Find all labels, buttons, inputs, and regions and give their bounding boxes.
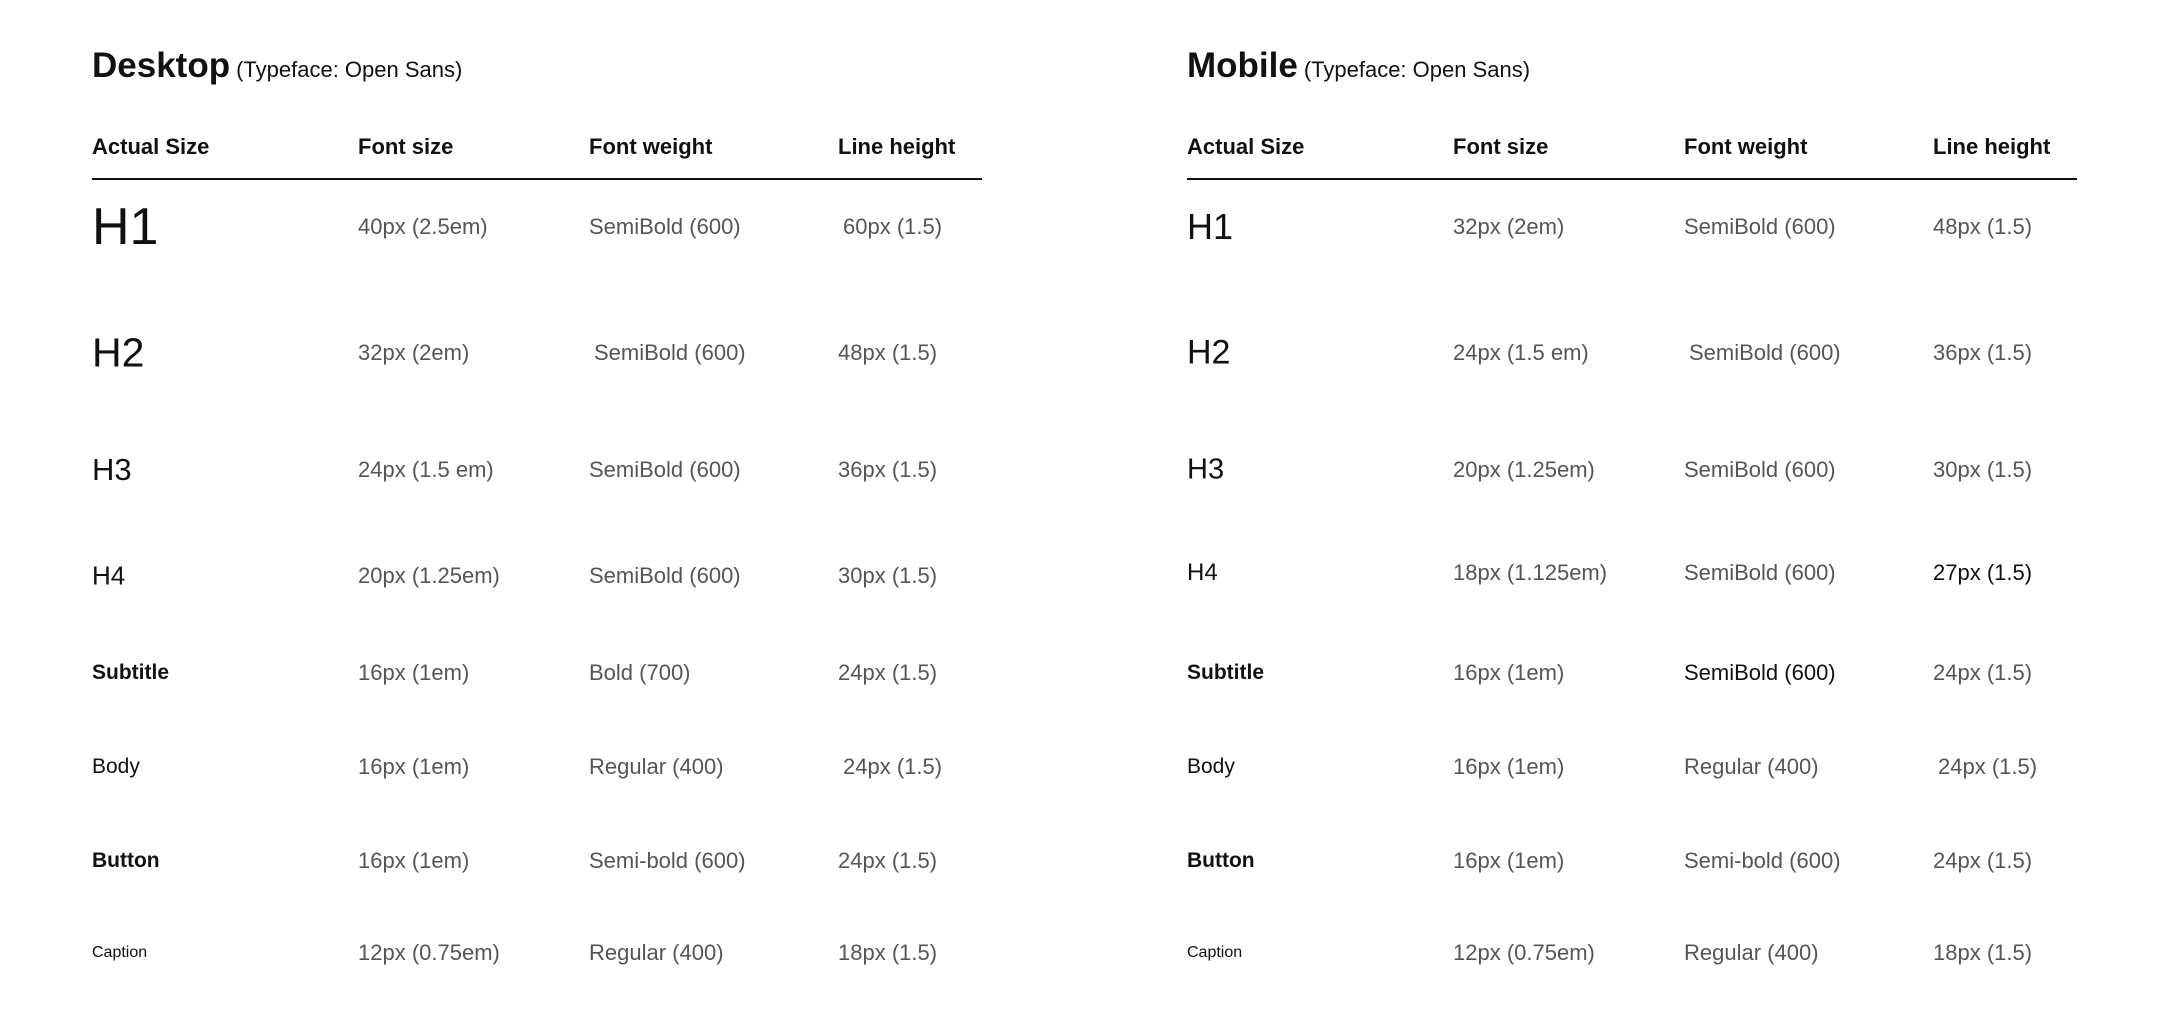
row-font-weight: SemiBold (600) <box>1684 660 1836 685</box>
row-label: Caption <box>1187 944 1243 961</box>
row-font-weight: SemiBold (600) <box>589 214 741 239</box>
mobile-table-header <box>1187 130 2077 180</box>
row-font-weight: Regular (400) <box>589 940 724 965</box>
row-line-height: 18px (1.5) <box>1933 940 2033 965</box>
row-font-size: 24px (1.5 em) <box>358 457 494 482</box>
row-font-size: 32px (2em) <box>1453 214 1565 239</box>
row-line-height: 24px (1.5) <box>1933 848 2033 873</box>
row-line-height: 27px (1.5) <box>1933 560 2033 585</box>
desktop-title <box>92 46 462 86</box>
header-font-size: Font size <box>1453 134 1549 159</box>
mobile-title-typeface: (Typeface: Open Sans) <box>1303 57 1531 82</box>
row-line-height: 30px (1.5) <box>838 563 938 588</box>
row-font-weight: Semi-bold (600) <box>1684 848 1841 873</box>
row-line-height: 48px (1.5) <box>1933 214 2033 239</box>
row-font-weight: SemiBold (600) <box>1689 340 1841 365</box>
row-line-height: 24px (1.5) <box>838 848 938 873</box>
row-line-height: 24px (1.5) <box>1938 754 2038 779</box>
desktop-title-typeface: (Typeface: Open Sans) <box>236 57 463 82</box>
row-line-height: 36px (1.5) <box>838 457 938 482</box>
mobile-title <box>1187 46 1530 86</box>
mobile-title-main: Mobile <box>1187 46 1298 85</box>
row-font-size: 20px (1.25em) <box>1453 457 1595 482</box>
row-label: Button <box>92 849 160 872</box>
desktop-table-header <box>92 130 982 180</box>
row-label: H4 <box>1187 559 1218 586</box>
row-font-size: 12px (0.75em) <box>1453 940 1595 965</box>
row-label: H2 <box>1187 333 1231 372</box>
row-label: H1 <box>1187 206 1234 247</box>
row-font-size: 18px (1.125em) <box>1453 560 1608 585</box>
row-line-height: 36px (1.5) <box>1933 340 2033 365</box>
row-font-weight: SemiBold (600) <box>1684 457 1836 482</box>
header-line-height: Line height <box>838 134 956 159</box>
row-font-weight: SemiBold (600) <box>594 340 746 365</box>
header-font-weight: Font weight <box>1684 134 1808 159</box>
row-font-weight: SemiBold (600) <box>1684 214 1836 239</box>
row-font-size: 16px (1em) <box>358 660 470 685</box>
row-line-height: 30px (1.5) <box>1933 457 2033 482</box>
row-label: H4 <box>92 560 126 591</box>
row-label: Body <box>1187 755 1235 778</box>
row-line-height: 24px (1.5) <box>838 660 938 685</box>
row-font-size: 16px (1em) <box>1453 754 1565 779</box>
row-label: H1 <box>92 198 159 256</box>
row-font-weight: SemiBold (600) <box>589 457 741 482</box>
mobile-panel <box>1187 0 2077 1030</box>
row-line-height: 24px (1.5) <box>1933 660 2033 685</box>
row-font-size: 12px (0.75em) <box>358 940 500 965</box>
row-line-height: 24px (1.5) <box>843 754 943 779</box>
row-font-size: 16px (1em) <box>1453 660 1565 685</box>
row-label: Body <box>92 755 140 778</box>
row-font-size: 40px (2.5em) <box>358 214 488 239</box>
row-label: H3 <box>1187 453 1225 486</box>
row-font-weight: Regular (400) <box>1684 754 1819 779</box>
header-font-weight: Font weight <box>589 134 713 159</box>
desktop-title-main: Desktop <box>92 46 231 85</box>
row-label: Subtitle <box>1187 661 1264 684</box>
desktop-panel <box>92 0 982 1030</box>
row-font-size: 16px (1em) <box>358 754 470 779</box>
row-font-weight: SemiBold (600) <box>1684 560 1836 585</box>
row-label: H3 <box>92 452 132 487</box>
row-font-weight: Semi-bold (600) <box>589 848 746 873</box>
row-font-weight: Bold (700) <box>589 660 691 685</box>
row-label: Button <box>1187 849 1255 872</box>
row-font-size: 16px (1em) <box>1453 848 1565 873</box>
row-label: H2 <box>92 329 145 376</box>
row-font-weight: SemiBold (600) <box>589 563 741 588</box>
row-font-weight: Regular (400) <box>1684 940 1819 965</box>
row-line-height: 18px (1.5) <box>838 940 938 965</box>
row-font-size: 16px (1em) <box>358 848 470 873</box>
row-font-weight: Regular (400) <box>589 754 724 779</box>
header-actual-size: Actual Size <box>92 134 210 159</box>
row-font-size: 24px (1.5 em) <box>1453 340 1589 365</box>
header-line-height: Line height <box>1933 134 2051 159</box>
header-font-size: Font size <box>358 134 454 159</box>
header-actual-size: Actual Size <box>1187 134 1305 159</box>
row-label: Subtitle <box>92 661 169 684</box>
row-line-height: 48px (1.5) <box>838 340 938 365</box>
row-font-size: 20px (1.25em) <box>358 563 500 588</box>
row-label: Caption <box>92 944 148 961</box>
row-line-height: 60px (1.5) <box>843 214 943 239</box>
row-font-size: 32px (2em) <box>358 340 470 365</box>
